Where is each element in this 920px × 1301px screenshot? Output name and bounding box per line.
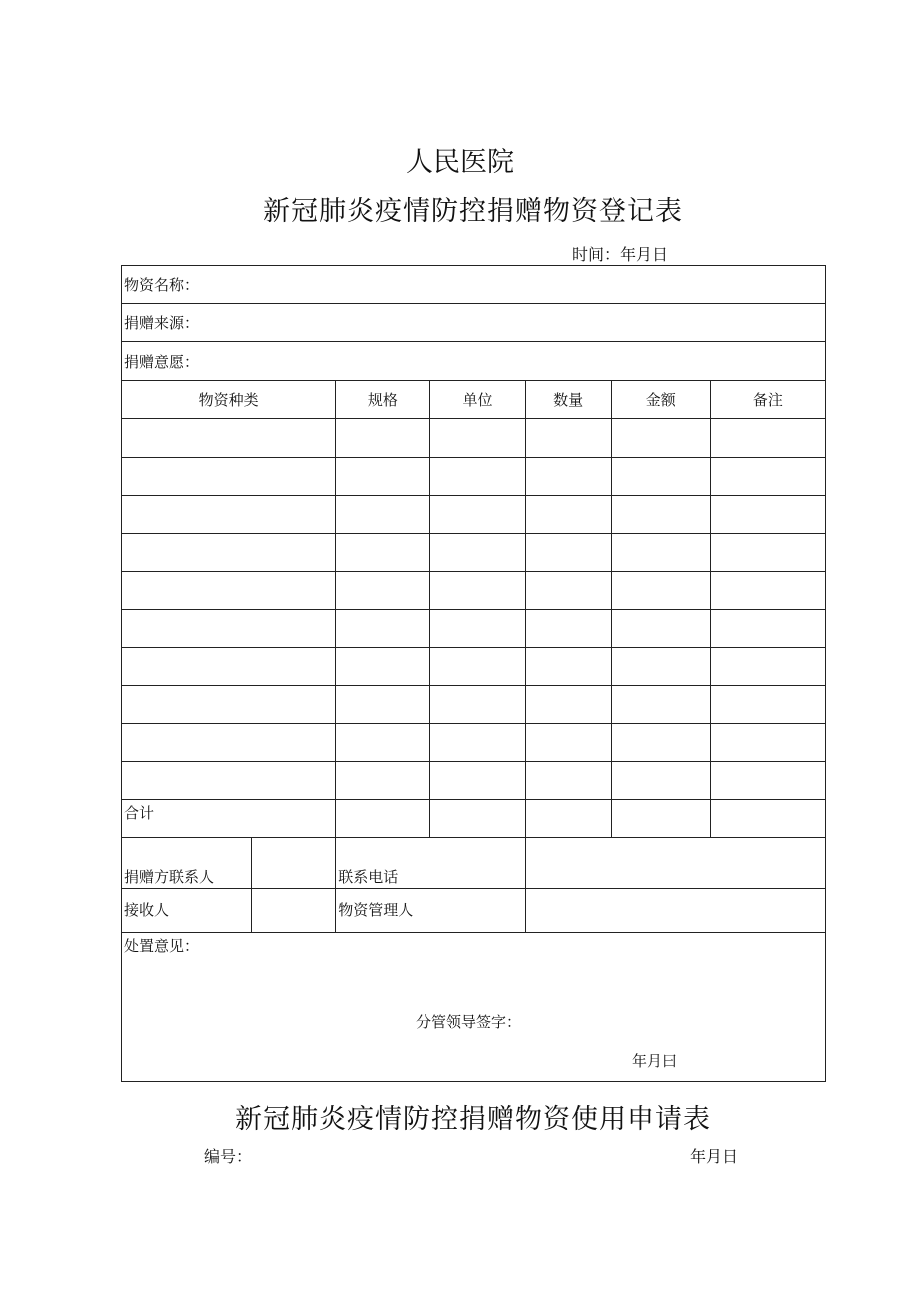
cell-unit[interactable]	[430, 458, 525, 496]
material-name-row	[122, 266, 826, 304]
signature-date: 年月曰	[632, 1052, 678, 1070]
table-header-row	[122, 381, 826, 419]
cell-spec[interactable]	[336, 762, 430, 800]
table-row	[122, 686, 826, 724]
total-remarks[interactable]	[710, 800, 825, 838]
cell-category[interactable]	[122, 648, 336, 686]
donor-contact-field[interactable]	[252, 838, 336, 889]
cell-remarks[interactable]	[710, 724, 825, 762]
col-header-quantity: 数量	[525, 381, 611, 419]
table-row	[122, 724, 826, 762]
cell-unit[interactable]	[430, 724, 525, 762]
col-header-remarks: 备注	[710, 381, 825, 419]
cell-spec[interactable]	[336, 419, 430, 458]
cell-quantity[interactable]	[525, 458, 611, 496]
cell-unit[interactable]	[430, 610, 525, 648]
cell-category[interactable]	[122, 762, 336, 800]
cell-quantity[interactable]	[525, 496, 611, 534]
cell-remarks[interactable]	[710, 458, 825, 496]
cell-spec[interactable]	[336, 724, 430, 762]
material-manager-field[interactable]	[525, 889, 825, 933]
table-row	[122, 572, 826, 610]
table-row	[122, 648, 826, 686]
cell-amount[interactable]	[611, 496, 710, 534]
cell-spec[interactable]	[336, 686, 430, 724]
cell-amount[interactable]	[611, 534, 710, 572]
cell-unit[interactable]	[430, 762, 525, 800]
date-label: 时间：年月日	[572, 245, 669, 264]
total-unit[interactable]	[430, 800, 525, 838]
form-title: 新冠肺炎疫情防控捐赠物资登记表	[263, 196, 683, 227]
total-quantity[interactable]	[525, 800, 611, 838]
serial-number-label: 编号：	[204, 1147, 253, 1166]
cell-category[interactable]	[122, 534, 336, 572]
cell-remarks[interactable]	[710, 762, 825, 800]
cell-quantity[interactable]	[525, 419, 611, 458]
cell-quantity[interactable]	[525, 762, 611, 800]
donation-source-label: 捐赠来源：	[124, 314, 200, 332]
cell-category[interactable]	[122, 686, 336, 724]
material-name-label: 物资名称：	[124, 276, 200, 294]
cell-quantity[interactable]	[525, 534, 611, 572]
cell-amount[interactable]	[611, 648, 710, 686]
cell-unit[interactable]	[430, 419, 525, 458]
col-header-spec: 规格	[336, 381, 430, 419]
donor-contact-label: 捐赠方联系人	[122, 838, 252, 889]
table-row	[122, 458, 826, 496]
table-row	[122, 610, 826, 648]
cell-category[interactable]	[122, 496, 336, 534]
donation-intent-field[interactable]	[122, 342, 826, 381]
cell-remarks[interactable]	[710, 610, 825, 648]
material-name-field[interactable]	[122, 266, 826, 304]
table-row	[122, 496, 826, 534]
cell-quantity[interactable]	[525, 610, 611, 648]
cell-remarks[interactable]	[710, 496, 825, 534]
cell-spec[interactable]	[336, 496, 430, 534]
cell-amount[interactable]	[611, 724, 710, 762]
cell-unit[interactable]	[430, 572, 525, 610]
donor-contact-row	[122, 838, 826, 889]
donation-intent-label: 捐赠意愿：	[124, 352, 200, 371]
col-header-amount: 金额	[611, 381, 710, 419]
cell-spec[interactable]	[336, 534, 430, 572]
cell-spec[interactable]	[336, 572, 430, 610]
phone-field[interactable]	[525, 838, 825, 889]
cell-unit[interactable]	[430, 534, 525, 572]
disposal-opinion-label: 处置意见：	[124, 937, 200, 955]
cell-category[interactable]	[122, 419, 336, 458]
disposal-opinion-row	[122, 933, 826, 1082]
cell-category[interactable]	[122, 458, 336, 496]
cell-amount[interactable]	[611, 458, 710, 496]
total-amount[interactable]	[611, 800, 710, 838]
cell-category[interactable]	[122, 724, 336, 762]
col-header-category: 物资种类	[122, 381, 336, 419]
total-label: 合计	[122, 800, 336, 838]
cell-spec[interactable]	[336, 648, 430, 686]
donation-register-table	[121, 265, 826, 1082]
cell-remarks[interactable]	[710, 419, 825, 458]
total-spec[interactable]	[336, 800, 430, 838]
cell-spec[interactable]	[336, 458, 430, 496]
cell-unit[interactable]	[430, 648, 525, 686]
donation-source-field[interactable]	[122, 304, 826, 342]
cell-quantity[interactable]	[525, 686, 611, 724]
cell-amount[interactable]	[611, 610, 710, 648]
leader-signature-label: 分管领导签字：	[416, 1013, 522, 1031]
cell-remarks[interactable]	[710, 534, 825, 572]
cell-amount[interactable]	[611, 572, 710, 610]
table-row	[122, 419, 826, 458]
cell-category[interactable]	[122, 610, 336, 648]
table-row	[122, 762, 826, 800]
cell-amount[interactable]	[611, 762, 710, 800]
receiver-row	[122, 889, 826, 933]
usage-application-title: 新冠肺炎疫情防控捐赠物资使用申请表	[235, 1104, 711, 1135]
col-header-unit: 单位	[430, 381, 525, 419]
material-manager-label: 物资管理人	[336, 889, 525, 933]
cell-amount[interactable]	[611, 686, 710, 724]
donation-source-row	[122, 304, 826, 342]
cell-remarks[interactable]	[710, 572, 825, 610]
disposal-opinion-field[interactable]	[122, 933, 826, 1082]
application-date: 年月日	[690, 1147, 739, 1166]
cell-remarks[interactable]	[710, 648, 825, 686]
cell-remarks[interactable]	[710, 686, 825, 724]
donation-intent-row	[122, 342, 826, 381]
cell-amount[interactable]	[611, 419, 710, 458]
cell-unit[interactable]	[430, 686, 525, 724]
cell-unit[interactable]	[430, 496, 525, 534]
cell-quantity[interactable]	[525, 724, 611, 762]
receiver-label: 接收人	[122, 889, 252, 933]
phone-label: 联系电话	[336, 838, 525, 889]
cell-quantity[interactable]	[525, 572, 611, 610]
table-row	[122, 534, 826, 572]
receiver-field[interactable]	[252, 889, 336, 933]
cell-quantity[interactable]	[525, 648, 611, 686]
hospital-name: 人民医院	[406, 147, 514, 178]
cell-spec[interactable]	[336, 610, 430, 648]
cell-category[interactable]	[122, 572, 336, 610]
total-row	[122, 800, 826, 838]
